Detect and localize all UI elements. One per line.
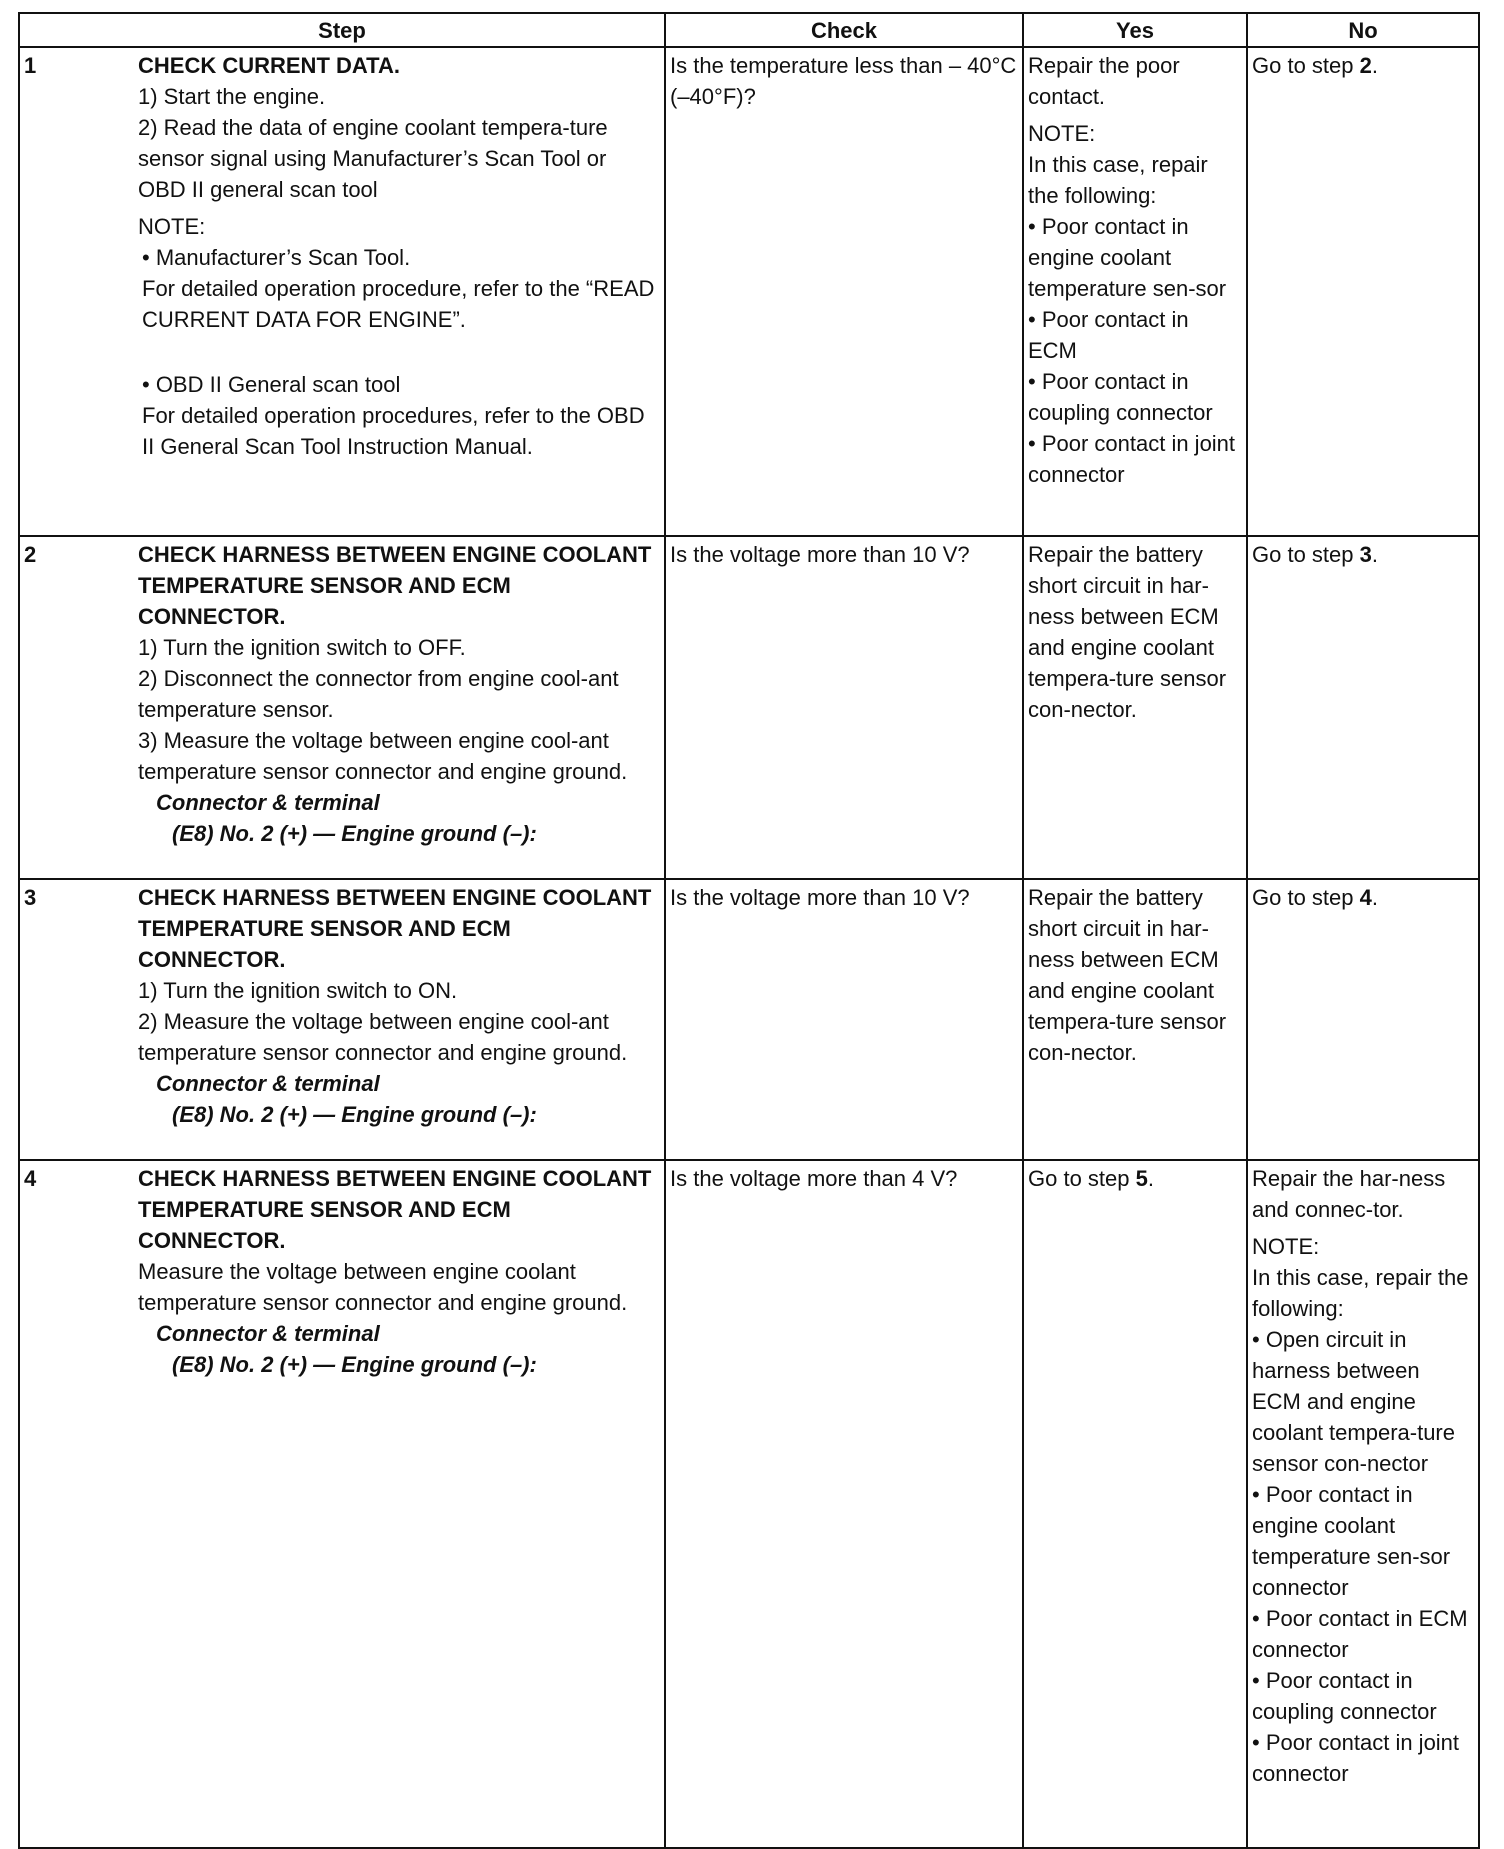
yes-note-label: NOTE: [1028, 121, 1096, 146]
no-note-item: • Poor contact in joint connector [1252, 1730, 1460, 1786]
no-goto-step: 3 [1359, 542, 1372, 567]
step-title: CHECK HARNESS BETWEEN ENGINE COOLANT TEMPERATURE SENSOR AND ECM CONNECTOR. [138, 1166, 652, 1253]
no-cell [1247, 879, 1479, 1160]
step-note-label: NOTE: [138, 214, 206, 239]
step-cell [134, 47, 665, 536]
connector-label: Connector & terminal [156, 790, 380, 815]
no-goto-step: 4 [1359, 885, 1372, 910]
check-cell: Is the voltage more than 10 V? [665, 879, 1023, 1160]
connector-label: Connector & terminal [156, 1071, 380, 1096]
header-step: Step [19, 13, 665, 47]
no-goto-step: 2 [1359, 53, 1372, 78]
step-number: 2 [19, 536, 134, 879]
yes-note-item: • Poor contact in coupling connector [1028, 369, 1213, 425]
step-title: CHECK HARNESS BETWEEN ENGINE COOLANT TEMPERATURE SENSOR AND ECM CONNECTOR. [138, 885, 652, 972]
no-goto-suffix: . [1371, 542, 1378, 567]
step-cell [134, 879, 665, 1160]
yes-goto-suffix: . [1147, 1166, 1154, 1191]
no-note-intro: In this case, repair the following: [1252, 1265, 1469, 1321]
yes-cell [1023, 879, 1247, 1160]
header-check: Check [665, 13, 1023, 47]
step-number: 1 [19, 47, 134, 536]
no-main: Repair the har-ness and connec-tor. [1252, 1166, 1446, 1222]
step-line: 2) Measure the voltage between engine cool-ant temperature sensor connector and engine ground. [138, 1009, 628, 1065]
step-number: 4 [19, 1160, 134, 1848]
yes-goto-step: 5 [1135, 1166, 1148, 1191]
no-cell [1247, 47, 1479, 536]
connector-label: Connector & terminal [156, 1321, 380, 1346]
yes-cell [1023, 1160, 1247, 1848]
yes-cell [1023, 536, 1247, 879]
step-line: 2) Read the data of engine coolant tempera-ture sensor signal using Manufacturer’s Scan Tool or OBD II general scan tool [138, 115, 608, 202]
step-title: CHECK HARNESS BETWEEN ENGINE COOLANT TEMPERATURE SENSOR AND ECM CONNECTOR. [138, 542, 652, 629]
step-line: 1) Turn the ignition switch to OFF. [138, 635, 466, 660]
step-note-item: • Manufacturer’s Scan Tool. [142, 245, 411, 270]
check-cell: Is the voltage more than 10 V? [665, 536, 1023, 879]
no-goto-suffix: . [1371, 53, 1378, 78]
step-line: 1) Start the engine. [138, 84, 326, 109]
no-note-item: • Poor contact in coupling connector [1252, 1668, 1437, 1724]
no-note-item: • Poor contact in engine coolant temperature sen-sor connector [1252, 1482, 1451, 1600]
table-row [19, 536, 1479, 879]
yes-cell [1023, 47, 1247, 536]
step-title: CHECK CURRENT DATA. [138, 53, 400, 78]
step-line: 1) Turn the ignition switch to ON. [138, 978, 458, 1003]
step-note-item: • OBD II General scan tool [142, 372, 401, 397]
check-cell: Is the voltage more than 4 V? [665, 1160, 1023, 1848]
no-goto-prefix: Go to step [1252, 53, 1360, 78]
step-cell [134, 536, 665, 879]
yes-note-item: • Poor contact in joint connector [1028, 431, 1236, 487]
yes-main: Repair the poor contact. [1028, 53, 1180, 109]
no-goto-prefix: Go to step [1252, 885, 1360, 910]
no-goto-suffix: . [1371, 885, 1378, 910]
yes-note-intro: In this case, repair the following: [1028, 152, 1208, 208]
step-number: 3 [19, 879, 134, 1160]
table-row [19, 47, 1479, 536]
no-note-item: • Open circuit in harness between ECM and engine coolant tempera-ture sensor con-nector [1252, 1327, 1455, 1476]
step-line: 3) Measure the voltage between engine cool-ant temperature sensor connector and engine ground. [138, 728, 628, 784]
table-row [19, 879, 1479, 1160]
terminal-spec: (E8) No. 2 (+) — Engine ground (–): [172, 821, 537, 846]
header-yes: Yes [1023, 13, 1247, 47]
yes-goto-prefix: Go to step [1028, 1166, 1136, 1191]
step-line: Measure the voltage between engine coolant temperature sensor connector and engine ground. [138, 1259, 628, 1315]
terminal-spec: (E8) No. 2 (+) — Engine ground (–): [172, 1352, 537, 1377]
header-row [19, 13, 1479, 47]
no-cell [1247, 1160, 1479, 1848]
check-cell: Is the temperature less than – 40°C (–40°F)? [665, 47, 1023, 536]
no-note-item: • Poor contact in ECM connector [1252, 1606, 1468, 1662]
yes-note-item: • Poor contact in ECM [1028, 307, 1189, 363]
no-cell [1247, 536, 1479, 879]
diagnosis-table [18, 12, 1480, 1849]
step-cell [134, 1160, 665, 1848]
table-row [19, 1160, 1479, 1848]
header-no: No [1247, 13, 1479, 47]
step-note-item: For detailed operation procedure, refer to the “READ CURRENT DATA FOR ENGINE”. [142, 276, 655, 332]
terminal-spec: (E8) No. 2 (+) — Engine ground (–): [172, 1102, 537, 1127]
step-line: 2) Disconnect the connector from engine cool-ant temperature sensor. [138, 666, 619, 722]
no-note-label: NOTE: [1252, 1234, 1320, 1259]
step-note-item: For detailed operation procedures, refer to the OBD II General Scan Tool Instruction Manual. [142, 403, 645, 459]
yes-main: Repair the battery short circuit in har-ness between ECM and engine coolant tempera-ture sensor con-nector. [1028, 885, 1227, 1065]
yes-note-item: • Poor contact in engine coolant temperature sen-sor [1028, 214, 1227, 301]
no-goto-prefix: Go to step [1252, 542, 1360, 567]
yes-main: Repair the battery short circuit in har-ness between ECM and engine coolant tempera-ture sensor con-nector. [1028, 542, 1227, 722]
